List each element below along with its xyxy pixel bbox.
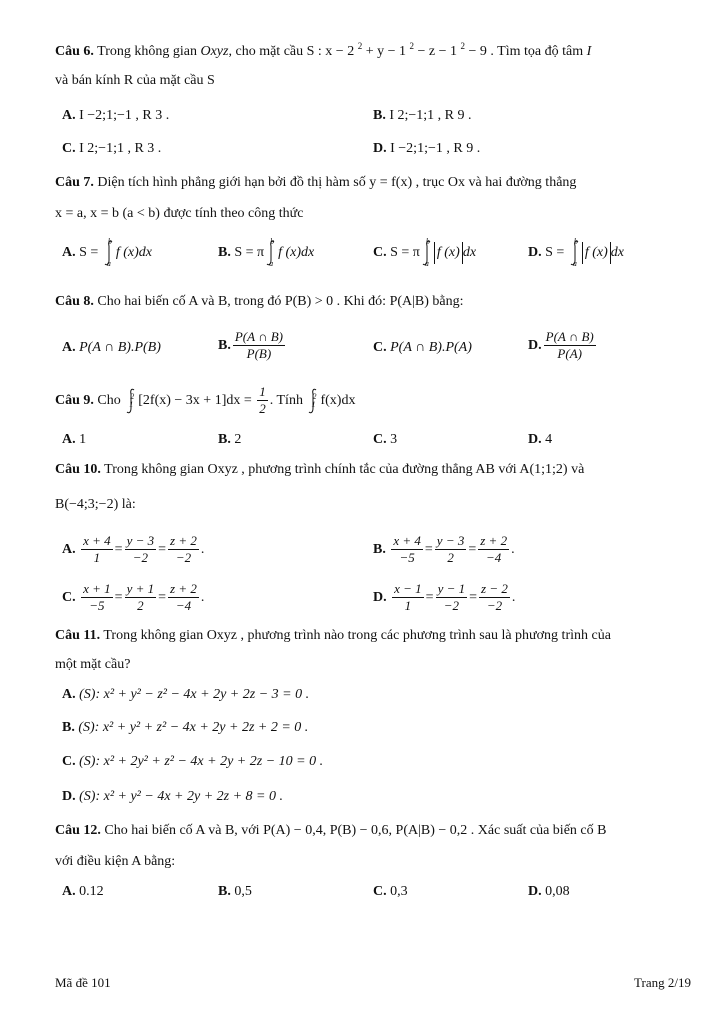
q9-option-a[interactable]: A. 1 xyxy=(62,432,87,447)
q9-option-b[interactable]: B. 2 xyxy=(218,432,242,447)
integral-icon: b a xyxy=(424,237,430,268)
q6-option-a[interactable]: A. I −2;1;−1 , R 3 . xyxy=(62,108,170,123)
q8-option-c[interactable]: C. P(A ∩ B).P(A) xyxy=(373,340,472,355)
q11-option-a[interactable]: A. (S): x² + y² − z² − 4x + 2y + 2z − 3 = 0 . xyxy=(62,687,310,702)
question-9: Câu 9. Cho 2 1 [2f(x) − 3x + 1]dx = $\frac{1}{2}$ . Tính 2 1 f(x)dx xyxy=(55,384,356,417)
q11-option-c[interactable]: C. (S): x² + 2y² + z² − 4x + 2y + 2z − 10 = 0 . xyxy=(62,754,324,769)
integral-icon: 2 1 xyxy=(126,386,136,416)
q8-option-d[interactable]: D. $\frac{P(A \cap B)}{P(A)}$ xyxy=(528,329,594,362)
q6-option-d[interactable]: D. I −2;1;−1 , R 9 . xyxy=(373,141,481,156)
q8-option-b[interactable]: B. $\frac{P(A \cap B)}{P(B)}$ xyxy=(218,329,283,362)
integral-icon: b a xyxy=(572,237,578,268)
integral-icon: 2 1 xyxy=(308,386,318,416)
integral-icon: b a xyxy=(106,237,112,268)
q12-option-b[interactable]: B. 0,5 xyxy=(218,884,252,899)
q10-option-c[interactable]: C. $\frac{x + 1}{-5}$ = $\frac{y + 1}{2}$ = $\frac{z + 2}{-4}$ . xyxy=(62,581,205,614)
question-label: Câu 6. xyxy=(55,44,94,59)
question-7: Câu 7. Diện tích hình phẳng giới hạn bởi đồ thị hàm số y = f(x) , trục Ox và hai đường thẳng xyxy=(55,175,577,190)
q7-option-b[interactable]: B. S = π b a f (x)dx xyxy=(218,237,315,268)
q12-option-d[interactable]: D. 0,08 xyxy=(528,884,570,899)
exam-code: Mã đề 101 xyxy=(55,975,111,990)
q6-option-c[interactable]: C. I 2;−1;1 , R 3 . xyxy=(62,141,162,156)
question-8: Câu 8. Cho hai biến cố A và B, trong đó P(B) > 0 . Khi đó: P(A|B) bằng: xyxy=(55,294,464,309)
q8-option-a[interactable]: A. P(A ∩ B).P(B) xyxy=(62,340,161,355)
question-7-line-2: x = a, x = b (a < b) được tính theo công thức xyxy=(55,206,304,221)
q7-option-c[interactable]: C. S = π b a f (x) dx xyxy=(373,237,477,268)
q9-option-d[interactable]: D. 4 xyxy=(528,432,553,447)
q12-option-a[interactable]: A. 0.12 xyxy=(62,884,104,899)
question-10: Câu 10. Trong không gian Oxyz , phương trình chính tắc của đường thẳng AB với A(1;1;2) và xyxy=(55,462,585,477)
q11-option-d[interactable]: D. (S): x² + y² − 4x + 2y + 2z + 8 = 0 . xyxy=(62,789,283,804)
question-10-line-2: B(−4;3;−2) là: xyxy=(55,497,136,512)
q10-option-d[interactable]: D. $\frac{x - 1}{1}$ = $\frac{y - 1}{-2}$ = $\frac{z - 2}{-2}$ . xyxy=(373,581,516,614)
q12-option-c[interactable]: C. 0,3 xyxy=(373,884,408,899)
integral-icon: b a xyxy=(269,237,275,268)
question-12-line-2: với điều kiện A bằng: xyxy=(55,854,176,869)
q10-option-b[interactable]: B. $\frac{x + 4}{-5}$ = $\frac{y - 3}{2}$ = $\frac{z + 2}{-4}$ . xyxy=(373,533,515,566)
question-11: Câu 11. Trong không gian Oxyz , phương trình nào trong các phương trình sau là phương trình của xyxy=(55,628,611,643)
question-11-line-2: một mặt cầu? xyxy=(55,657,131,672)
q11-option-b[interactable]: B. (S): x² + y² + z² − 4x + 2y + 2z + 2 = 0 . xyxy=(62,720,309,735)
question-6-line-2: và bán kính R của mặt cầu S xyxy=(55,73,215,88)
q7-option-a[interactable]: A. S = b a f (x)dx xyxy=(62,237,152,268)
q10-option-a[interactable]: A. $\frac{x + 4}{1}$ = $\frac{y - 3}{-2}$ = $\frac{z + 2}{-2}$ . xyxy=(62,533,205,566)
page-number: Trang 2/19 xyxy=(634,975,691,990)
q9-option-c[interactable]: C. 3 xyxy=(373,432,398,447)
q6-option-b[interactable]: B. I 2;−1;1 , R 9 . xyxy=(373,108,472,123)
q7-option-d[interactable]: D. S = b a f (x) dx xyxy=(528,237,624,268)
question-12: Câu 12. Cho hai biến cố A và B, với P(A) − 0,4, P(B) − 0,6, P(A|B) − 0,2 . Xác suất của biến cố B xyxy=(55,823,607,838)
question-6: Câu 6. Trong không gian Oxyz, cho mặt cầu S : x − 2 $^2$ + y − 1 $^2$ − z − 1 $^2$ − 9 . Tìm tọa độ tâm I xyxy=(55,41,592,59)
